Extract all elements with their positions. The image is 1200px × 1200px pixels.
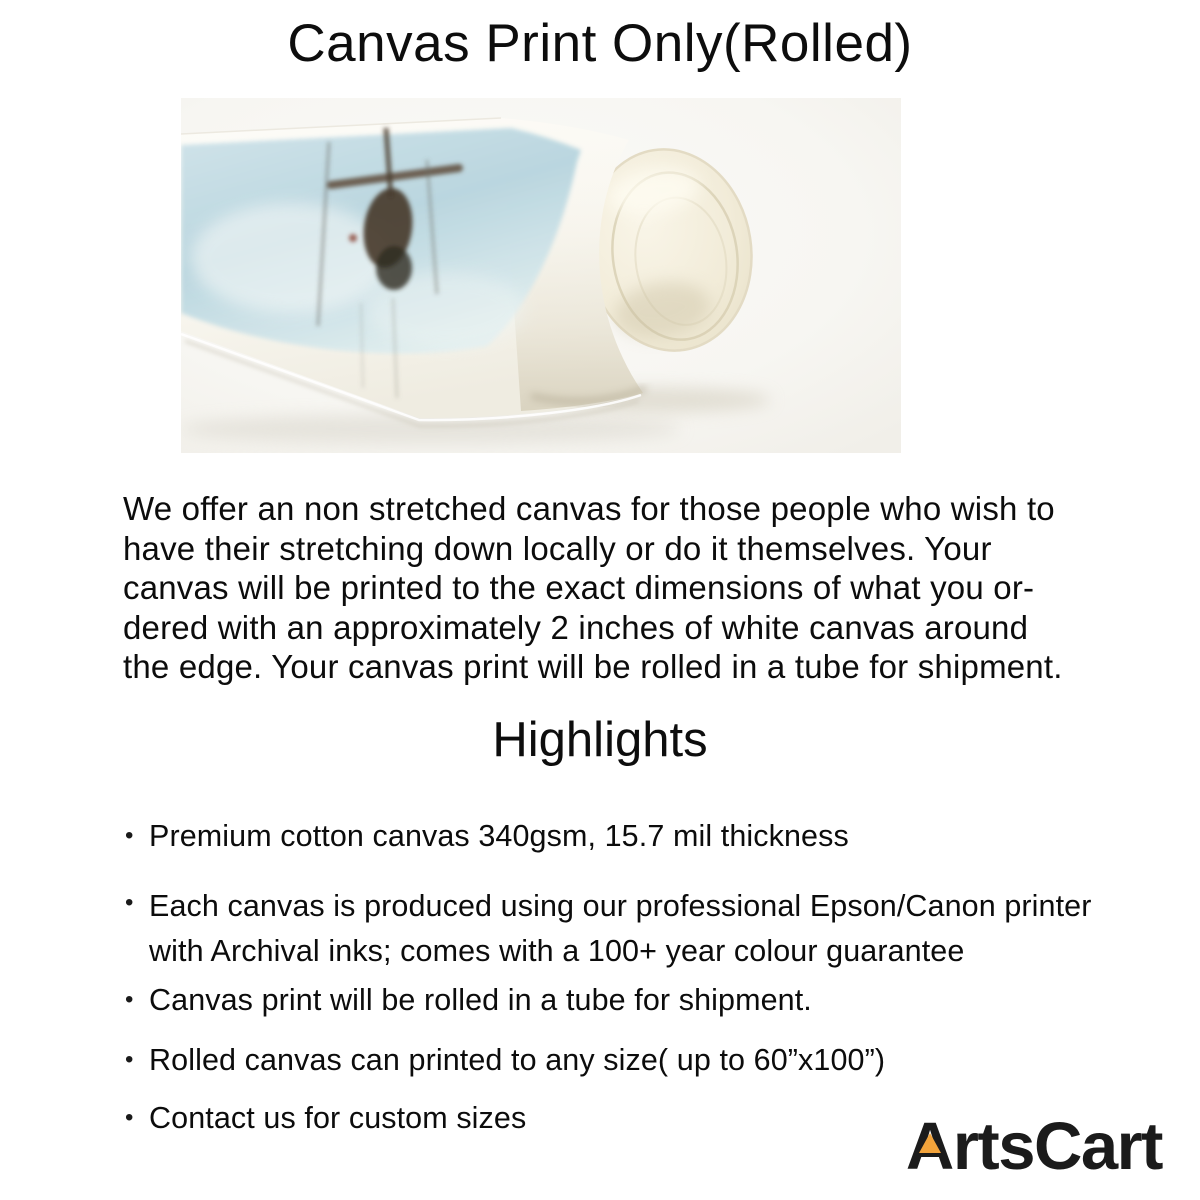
logo-triangle-icon [919, 1133, 941, 1153]
logo-a-text: A [905, 1109, 953, 1184]
description-line: dered with an approximately 2 inches of white canvas around [123, 608, 1029, 646]
list-item-text: Premium cotton canvas 340gsm, 15.7 mil thickness [149, 819, 849, 853]
list-item-text: Each canvas is produced using our professional Epson/Canon printer with Archival inks; comes with a 100+ year colour guarantee [149, 889, 1092, 968]
highlights-list [125, 817, 1155, 1137]
list-item [125, 981, 1155, 1019]
list-item [125, 884, 1155, 974]
list-item [125, 1041, 1155, 1079]
bullet-icon: • [125, 1104, 134, 1131]
bullet-icon: • [125, 889, 134, 916]
list-item-text: Rolled canvas can printed to any size( up to 60”x100”) [149, 1043, 886, 1077]
product-description [123, 489, 1063, 687]
artscart-logo [905, 1109, 1162, 1184]
logo-letter-a [905, 1109, 953, 1184]
logo-rest-text: rtsCart [952, 1109, 1162, 1184]
rolled-canvas-illustration [181, 98, 901, 453]
description-line: canvas will be printed to the exact dimensions of what you or- [123, 569, 1035, 606]
bullet-icon: • [125, 1046, 134, 1073]
list-item-text: Contact us for custom sizes [149, 1101, 527, 1135]
list-item-text: Canvas print will be rolled in a tube for shipment. [149, 983, 812, 1017]
page-title: Canvas Print Only(Rolled) [287, 14, 913, 73]
bullet-icon: • [125, 986, 134, 1013]
canvas-roll-photo [181, 98, 901, 453]
description-line: We offer an non stretched canvas for those people who wish to [123, 490, 1055, 527]
highlights-heading: Highlights [492, 713, 708, 767]
list-item [125, 817, 1155, 855]
bullet-icon: • [125, 822, 134, 849]
description-line: have their stretching down locally or do it themselves. Your [123, 529, 992, 567]
description-line: the edge. Your canvas print will be rolled in a tube for shipment. [123, 648, 1063, 685]
